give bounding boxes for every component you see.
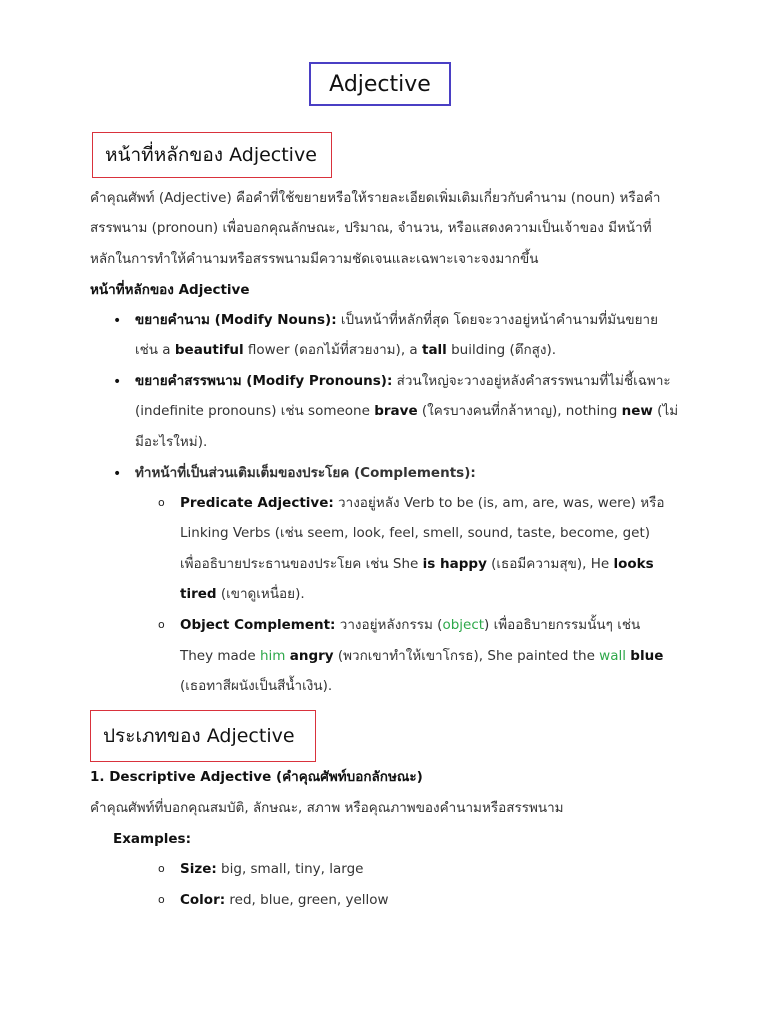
object-complement-line-1: Object Complement: วางอยู่หลังกรรม (object) เพื่ออธิบายกรรมนั้นๆ เช่น xyxy=(180,617,641,633)
object-complement-line-3: (เธอทาสีผนังเป็นสีน้ำเงิน). xyxy=(180,678,333,694)
sub-bullet-circle: o xyxy=(158,618,165,631)
sub-bullet-circle: o xyxy=(158,496,165,509)
intro-line-2: สรรพนาม (pronoun) เพื่อบอกคุณลักษณะ, ปริมาณ, จำนวน, หรือแสดงความเป็นเจ้าของ มีหน้าที่ xyxy=(90,220,652,236)
intro-line-1: คำคุณศัพท์ (Adjective) คือคำที่ใช้ขยายหรือให้รายละเอียดเพิ่มเติมเกี่ยวกับคำนาม (noun) หรือคำ xyxy=(90,190,661,206)
descriptive-definition: คำคุณศัพท์ที่บอกคุณสมบัติ, ลักษณะ, สภาพ หรือคุณภาพของคำนามหรือสรรพนาม xyxy=(90,800,564,816)
section-heading-main-functions: หน้าที่หลักของ Adjective xyxy=(92,132,332,178)
bullet-complements: ทำหน้าที่เป็นส่วนเติมเต็มของประโยค (Complements): xyxy=(135,465,476,481)
bullet-modify-nouns-line-1: ขยายคำนาม (Modify Nouns): เป็นหน้าที่หลักที่สุด โดยจะวางอยู่หน้าคำนามที่มันขยาย xyxy=(135,312,658,328)
bullet-modify-pronouns-line-1: ขยายคำสรรพนาม (Modify Pronouns): ส่วนใหญ่จะวางอยู่หลังคำสรรพนามที่ไม่ชี้เฉพาะ xyxy=(135,373,671,389)
predicate-adjective-line-4: tired (เขาดูเหนื่อย). xyxy=(180,586,305,602)
example-color: Color: red, blue, green, yellow xyxy=(180,892,389,908)
bullet-dot: • xyxy=(113,374,122,390)
predicate-adjective-line-3: เพื่ออธิบายประธานของประโยค เช่น She is happy (เธอมีความสุข), He looks xyxy=(180,556,654,572)
examples-label: Examples: xyxy=(113,831,191,847)
subheading-main-functions: หน้าที่หลักของ Adjective xyxy=(90,282,250,298)
subheading-descriptive: 1. Descriptive Adjective (คำคุณศัพท์บอกลักษณะ) xyxy=(90,769,423,785)
bullet-modify-pronouns-line-3: มีอะไรใหม่). xyxy=(135,434,208,450)
object-complement-line-2: They made him angry (พวกเขาทำให้เขาโกรธ), She painted the wall blue xyxy=(180,648,664,664)
example-size: Size: big, small, tiny, large xyxy=(180,861,364,877)
intro-line-3: หลักในการทำให้คำนามหรือสรรพนามมีความชัดเจนและเฉพาะเจาะจงมากขึ้น xyxy=(90,251,539,267)
bullet-dot: • xyxy=(113,466,122,482)
page-title: Adjective xyxy=(309,62,451,106)
predicate-adjective-line-2: Linking Verbs (เช่น seem, look, feel, smell, sound, taste, become, get) xyxy=(180,525,651,541)
bullet-modify-pronouns-line-2: (indefinite pronouns) เช่น someone brave (ใครบางคนที่กล้าหาญ), nothing new (ไม่ xyxy=(135,403,679,419)
bullet-modify-nouns-line-2: เช่น a beautiful flower (ดอกไม้ที่สวยงาม), a tall building (ตึกสูง). xyxy=(135,342,557,358)
sub-bullet-circle: o xyxy=(158,862,165,875)
bullet-dot: • xyxy=(113,313,122,329)
section-heading-types: ประเภทของ Adjective xyxy=(90,710,316,762)
sub-bullet-circle: o xyxy=(158,893,165,906)
predicate-adjective-line-1: Predicate Adjective: วางอยู่หลัง Verb to be (is, am, are, was, were) หรือ xyxy=(180,495,665,511)
